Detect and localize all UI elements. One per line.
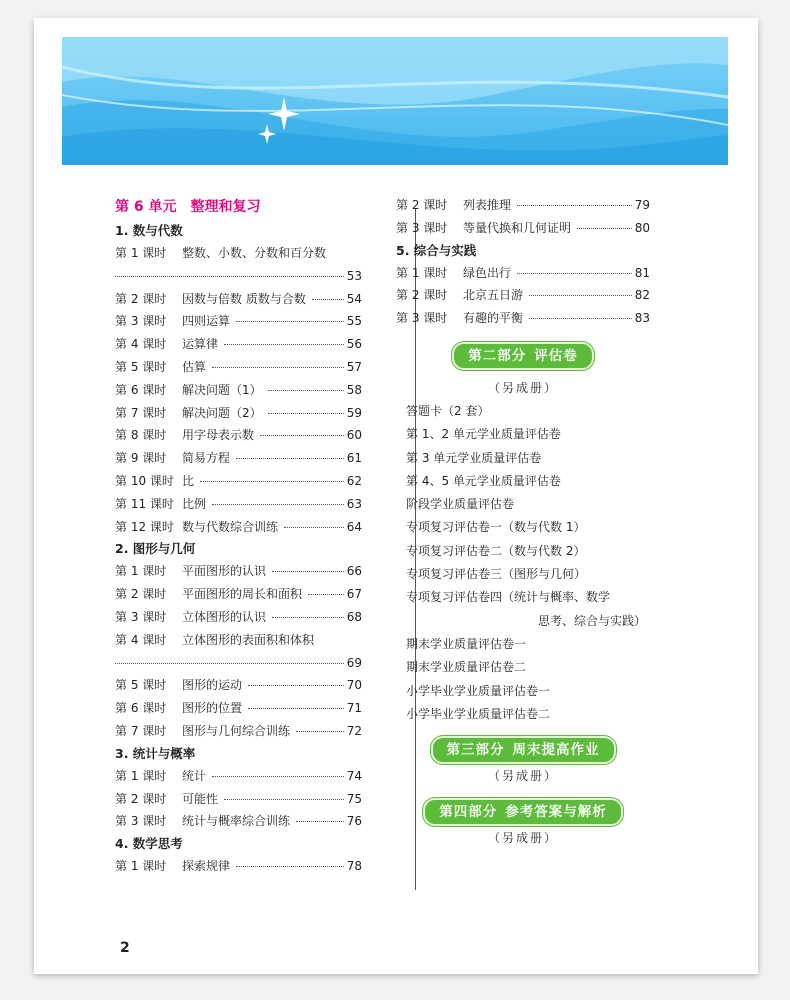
lesson-title: 估算 (182, 359, 207, 374)
leader-dots (212, 776, 344, 777)
leader-dots (296, 731, 344, 732)
toc-entry[interactable] (115, 333, 362, 356)
lesson-number: 第 1 课时 (115, 859, 167, 874)
section-title: 5. 综合与实践 (396, 242, 477, 258)
page-ref: 72 (346, 723, 362, 738)
toc-entry[interactable] (115, 810, 362, 833)
page-ref: 56 (346, 337, 362, 352)
toc-entry[interactable] (115, 470, 362, 493)
page-ref: 54 (346, 291, 362, 306)
lesson-title: 图形的位置 (182, 701, 243, 716)
lesson-number: 第 2 课时 (396, 288, 448, 303)
leader-dots (284, 527, 344, 528)
lesson-title: 可能性 (182, 791, 219, 806)
assessment-item[interactable]: 答题卡（2 套） (406, 403, 490, 418)
lesson-title: 有趣的平衡 (463, 311, 524, 326)
leader-dots (248, 708, 344, 709)
toc-entry[interactable] (115, 720, 362, 743)
page-ref: 66 (346, 564, 362, 579)
lesson-title: 图形与几何综合训练 (182, 723, 291, 738)
lesson-number: 第 9 课时 (115, 451, 167, 466)
lesson-number: 第 11 课时 (115, 496, 174, 511)
page-ref: 74 (346, 768, 362, 783)
unit-prefix: 第 6 单元 (115, 199, 177, 215)
toc-entry[interactable] (115, 356, 362, 379)
page-ref: 80 (634, 220, 650, 235)
page-ref: 81 (634, 265, 650, 280)
leader-dots (224, 344, 344, 345)
toc-entry[interactable] (115, 560, 362, 583)
toc-entry[interactable] (396, 307, 650, 330)
toc-entry[interactable] (115, 310, 362, 333)
lesson-title: 平面图形的周长和面积 (182, 587, 303, 602)
page-ref: 70 (346, 678, 362, 693)
leader-dots (308, 594, 344, 595)
toc-entry[interactable] (115, 629, 362, 675)
header-banner (62, 37, 728, 165)
toc-entry[interactable] (115, 583, 362, 606)
assessment-item[interactable]: 阶段学业质量评估卷 (406, 497, 515, 512)
leader-dots (236, 321, 344, 322)
lesson-number: 第 3 课时 (115, 609, 167, 624)
lesson-title: 探索规律 (182, 859, 231, 874)
leader-dots (212, 367, 344, 368)
leader-dots (517, 273, 632, 274)
page-number: 2 (120, 940, 130, 956)
assessment-item[interactable]: 小学毕业学业质量评估卷一 (406, 683, 551, 698)
page-ref: 53 (346, 268, 362, 283)
page-ref: 62 (346, 473, 362, 488)
leader-dots (272, 617, 344, 618)
part2-badge: 第二部分 评估卷 (452, 342, 594, 370)
lesson-number: 第 2 课时 (115, 791, 167, 806)
lesson-title: 数与代数综合训练 (182, 519, 279, 534)
leader-dots (260, 435, 344, 436)
toc-entry[interactable] (115, 516, 362, 539)
lesson-number: 第 4 课时 (115, 337, 167, 352)
toc-left-column (115, 194, 362, 878)
leader-dots (115, 276, 344, 277)
lesson-title: 运算律 (182, 337, 219, 352)
leader-dots (200, 481, 344, 482)
toc-entry[interactable] (115, 788, 362, 811)
section-title: 3. 统计与概率 (115, 745, 196, 761)
toc-entry[interactable] (396, 217, 650, 240)
leader-dots (115, 663, 344, 664)
page-ref: 60 (346, 428, 362, 443)
lesson-number: 第 1 课时 (396, 265, 448, 280)
leader-dots (272, 571, 344, 572)
lesson-title: 用字母表示数 (182, 428, 255, 443)
lesson-title: 统计 (182, 768, 207, 783)
lesson-number: 第 10 课时 (115, 473, 174, 488)
lesson-number: 第 5 课时 (115, 359, 167, 374)
page-ref: 63 (346, 496, 362, 511)
lesson-number: 第 12 课时 (115, 519, 174, 534)
assessment-item[interactable]: 思考、综合与实践） (537, 613, 646, 628)
lesson-number: 第 1 课时 (115, 246, 167, 260)
lesson-number: 第 2 课时 (115, 291, 167, 306)
lesson-title: 解决问题（1） (182, 382, 262, 397)
leader-dots (577, 228, 632, 229)
page-ref: 61 (346, 451, 362, 466)
lesson-number: 第 1 课时 (115, 768, 167, 783)
lesson-title: 解决问题（2） (182, 405, 262, 420)
lesson-title: 四则运算 (182, 314, 231, 329)
page-ref: 79 (634, 198, 650, 212)
toc-entry[interactable] (115, 493, 362, 516)
part4-header (396, 798, 650, 826)
page-ref: 76 (346, 814, 362, 829)
lesson-number: 第 6 课时 (115, 382, 167, 397)
lesson-number: 第 5 课时 (115, 678, 167, 693)
assessment-item[interactable]: 专项复习评估卷二（数与代数 2） (406, 543, 586, 558)
leader-dots (529, 295, 632, 296)
lesson-number: 第 7 课时 (115, 723, 167, 738)
toc-entry[interactable] (115, 606, 362, 629)
page-ref: 64 (346, 519, 362, 534)
leader-dots (268, 413, 344, 414)
lesson-title: 比 (182, 473, 195, 488)
banner-graphic (62, 37, 728, 165)
section-title: 4. 数学思考 (115, 836, 183, 852)
lesson-number: 第 3 课时 (115, 314, 167, 329)
page-ref: 67 (346, 587, 362, 602)
toc-entry[interactable] (115, 242, 362, 288)
lesson-title: 统计与概率综合训练 (182, 814, 291, 829)
assessment-item[interactable]: 小学毕业学业质量评估卷二 (406, 706, 551, 721)
leader-dots (268, 390, 344, 391)
page-ref: 75 (346, 791, 362, 806)
toc-right-column (396, 194, 650, 850)
page-ref: 78 (346, 859, 362, 874)
page-ref: 59 (346, 405, 362, 420)
lesson-title: 整数、小数、分数和百分数 (182, 246, 327, 260)
lesson-title: 北京五日游 (463, 288, 524, 303)
page-ref: 57 (346, 359, 362, 374)
lesson-number: 第 3 课时 (115, 814, 167, 829)
assessment-item[interactable]: 专项复习评估卷四（统计与概率、数学 (406, 590, 611, 605)
assessment-item[interactable]: 期末学业质量评估卷二 (406, 660, 527, 675)
toc-entry[interactable] (115, 855, 362, 878)
page-ref: 68 (346, 609, 362, 624)
lesson-title: 立体图形的表面积和体积 (182, 632, 315, 647)
page-ref: 69 (346, 655, 362, 670)
toc-entry[interactable] (115, 697, 362, 720)
toc-entry[interactable] (115, 424, 362, 447)
page-ref: 82 (634, 288, 650, 303)
lesson-title: 因数与倍数 质数与合数 (182, 291, 306, 306)
toc-entry[interactable] (396, 262, 650, 285)
leader-dots (517, 205, 632, 206)
part4-note: （另成册） (487, 831, 558, 846)
lesson-title: 绿色出行 (463, 265, 512, 280)
toc-entry[interactable] (115, 674, 362, 697)
toc-entry[interactable] (396, 194, 650, 217)
lesson-number: 第 7 课时 (115, 405, 167, 420)
lesson-number: 第 6 课时 (115, 701, 167, 716)
leader-dots (224, 799, 344, 800)
part2-note: （另成册） (487, 380, 558, 395)
page-ref: 55 (346, 314, 362, 329)
lesson-title: 简易方程 (182, 451, 231, 466)
part3-note: （另成册） (487, 769, 558, 784)
leader-dots (296, 821, 344, 822)
page-ref: 71 (346, 701, 362, 716)
toc-entry[interactable] (115, 447, 362, 470)
lesson-number: 第 1 课时 (115, 564, 167, 579)
assessment-item[interactable]: 第 3 单元学业质量评估卷 (406, 450, 542, 465)
leader-dots (236, 866, 344, 867)
leader-dots (236, 458, 344, 459)
lesson-title: 平面图形的认识 (182, 564, 267, 579)
toc-entry[interactable] (115, 379, 362, 402)
section-title: 2. 图形与几何 (115, 541, 196, 557)
leader-dots (212, 504, 344, 505)
assessment-item[interactable]: 期末学业质量评估卷一 (406, 636, 527, 651)
leader-dots (248, 685, 344, 686)
unit-title (115, 194, 362, 220)
assessment-item[interactable]: 专项复习评估卷一（数与代数 1） (406, 520, 586, 535)
assessment-item[interactable]: 第 1、2 单元学业质量评估卷 (406, 427, 561, 442)
part3-header (396, 736, 650, 764)
assessment-item[interactable]: 第 4、5 单元学业质量评估卷 (406, 473, 561, 488)
toc-entry[interactable] (115, 402, 362, 425)
page-ref: 83 (634, 311, 650, 326)
toc-entry[interactable] (115, 288, 362, 311)
lesson-number: 第 3 课时 (396, 220, 448, 235)
leader-dots (312, 299, 344, 300)
part4-badge: 第四部分 参考答案与解析 (423, 798, 623, 826)
part2-header (396, 342, 650, 370)
toc-entry[interactable] (115, 765, 362, 788)
unit-name: 整理和复习 (190, 199, 261, 215)
lesson-number: 第 2 课时 (396, 198, 448, 212)
page-ref: 58 (346, 382, 362, 397)
section-title: 1. 数与代数 (115, 223, 183, 238)
lesson-title: 等量代换和几何证明 (463, 220, 572, 235)
lesson-title: 立体图形的认识 (182, 609, 267, 624)
lesson-number: 第 8 课时 (115, 428, 167, 443)
lesson-title: 图形的运动 (182, 678, 243, 693)
toc-entry[interactable] (396, 284, 650, 307)
part3-badge: 第三部分 周末提高作业 (431, 736, 616, 764)
leader-dots (529, 318, 632, 319)
assessment-item[interactable]: 专项复习评估卷三（图形与几何） (406, 567, 587, 582)
lesson-title: 比例 (182, 496, 207, 511)
lesson-number: 第 3 课时 (396, 311, 448, 326)
lesson-number: 第 2 课时 (115, 587, 167, 602)
lesson-number: 第 4 课时 (115, 632, 167, 647)
lesson-title: 列表推理 (463, 198, 512, 212)
